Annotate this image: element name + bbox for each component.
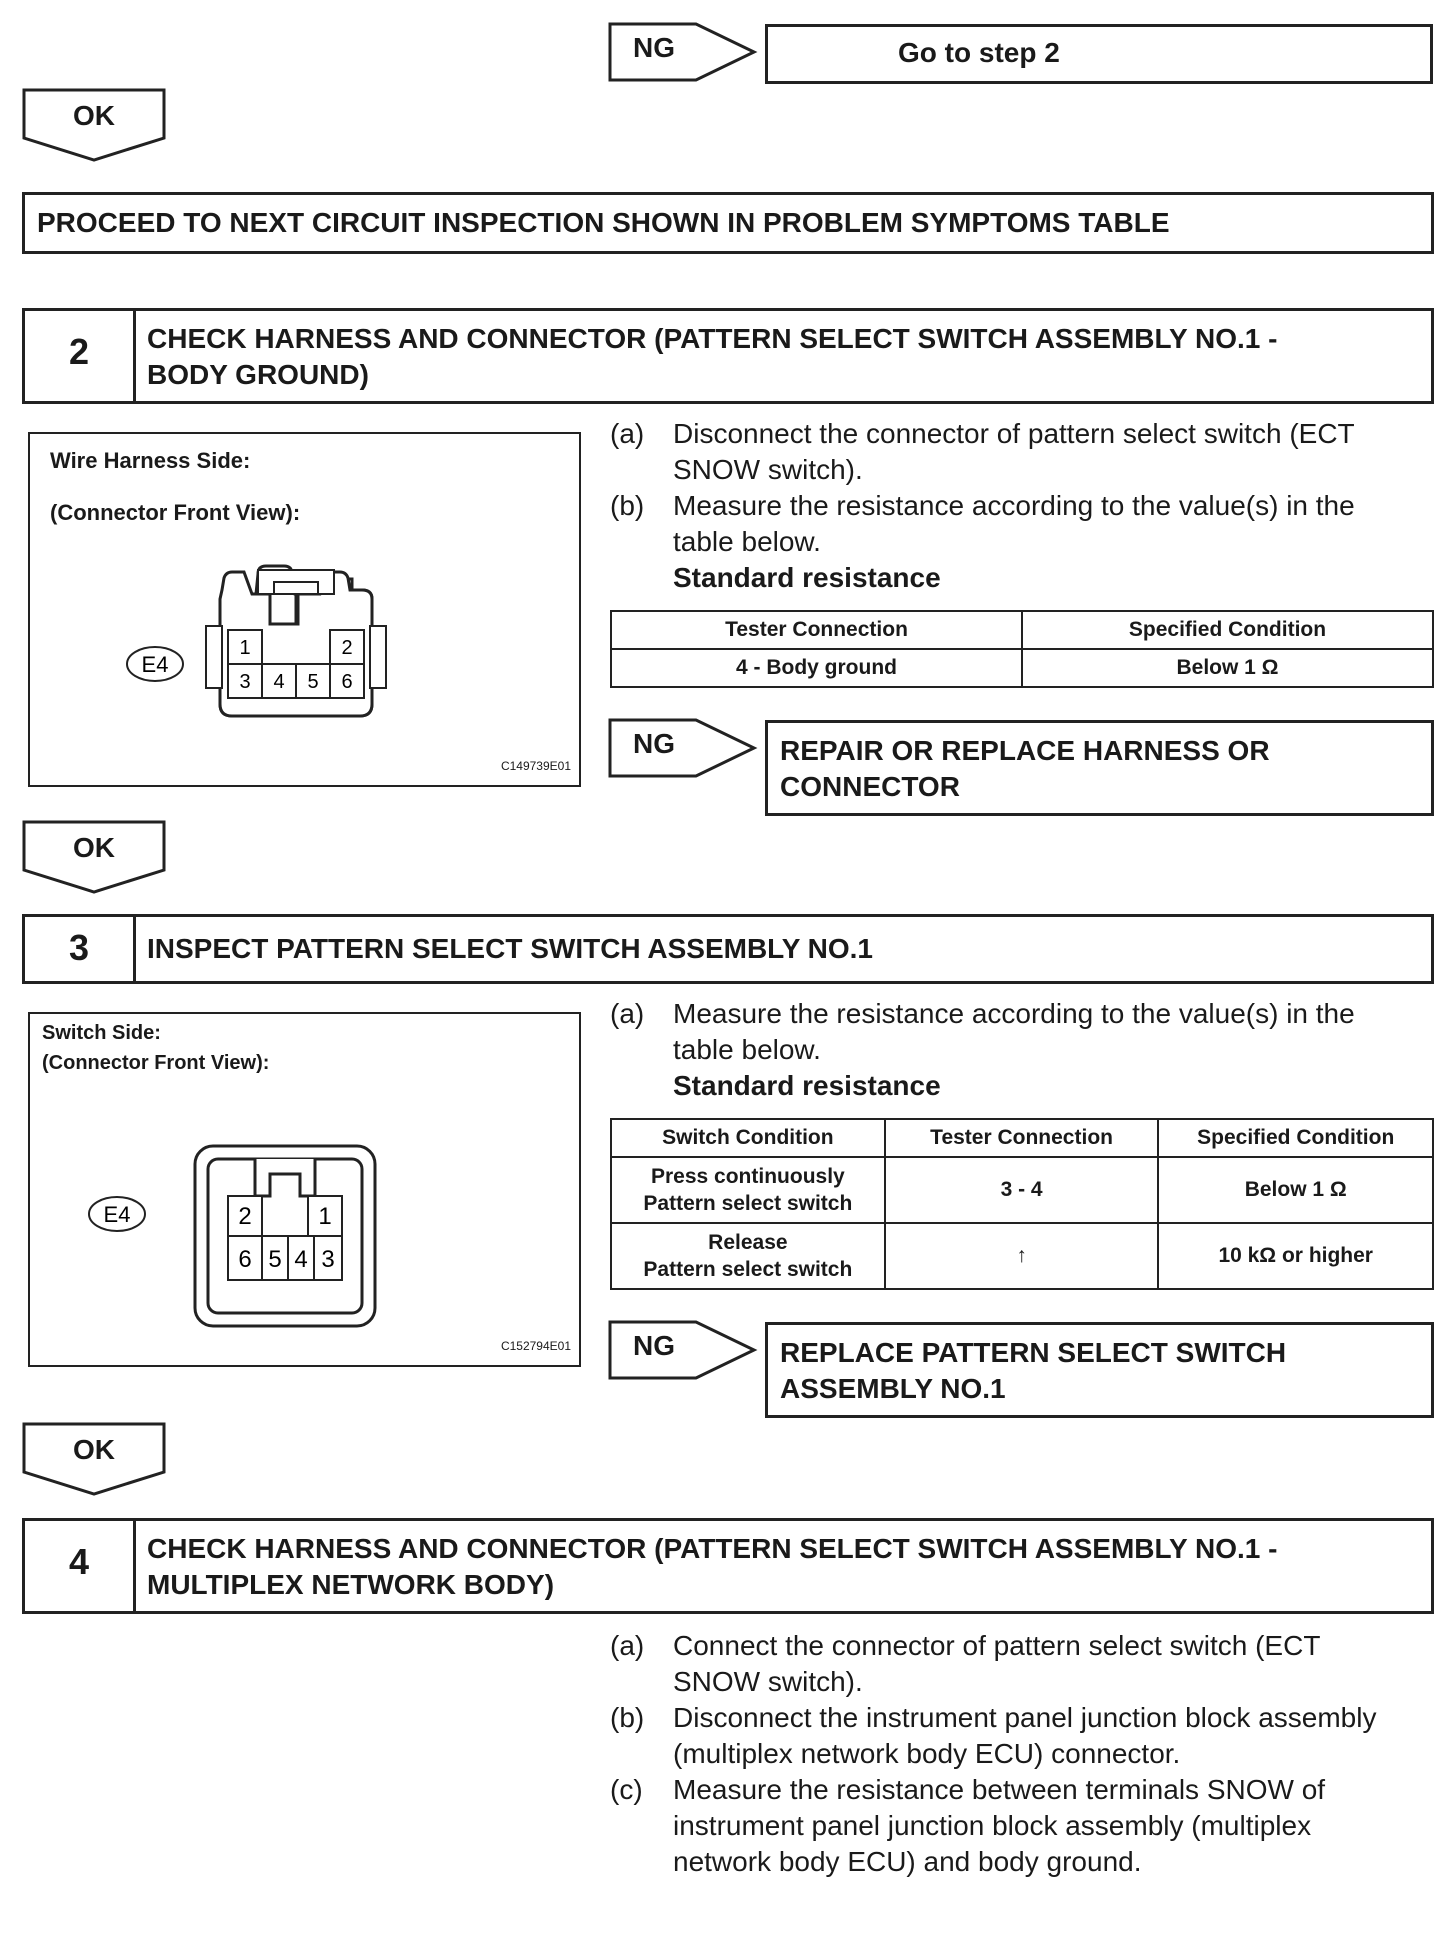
instruction-text: Measure the resistance between terminals SNOW of [673, 1774, 1326, 1805]
pin-label: 6 [341, 671, 353, 693]
repair-harness-box [765, 720, 1434, 816]
pin-label: 1 [239, 637, 251, 659]
step4-instruction-c [610, 1772, 1440, 1880]
instruction-text: network body ECU) and body ground. [673, 1846, 1142, 1877]
connector-diagram [30, 1014, 583, 1369]
connector-id: E4 [103, 1202, 131, 1227]
step4-title-line1: CHECK HARNESS AND CONNECTOR (PATTERN SELECT SWITCH ASSEMBLY NO.1 - [147, 1533, 1278, 1564]
ng-label: NG [633, 728, 675, 759]
step2-spec-table [610, 610, 1434, 688]
instruction-text: Disconnect the connector of pattern select switch (ECT [673, 418, 1355, 449]
ng-action-line2: ASSEMBLY NO.1 [780, 1373, 1006, 1404]
step4-number: 4 [68, 1541, 90, 1582]
pin-label: 4 [273, 671, 285, 693]
instruction-label: (c) [610, 1774, 643, 1805]
instruction-label: (a) [610, 998, 645, 1029]
step3-number: 3 [68, 927, 90, 968]
pin-label: 3 [239, 671, 251, 693]
replace-switch-box [765, 1322, 1434, 1418]
instruction-label: (a) [610, 1630, 645, 1661]
switch-condition-line2: Pattern select switch [643, 1192, 853, 1215]
table-cell: 4 - Body ground [611, 649, 1022, 687]
step4-header [22, 1518, 1434, 1614]
table-header: Tester Connection [885, 1119, 1159, 1157]
step3-spec-table [610, 1118, 1434, 1290]
ng-arrow [608, 1320, 758, 1380]
pin-label: 4 [294, 1246, 308, 1273]
goto-step-box[interactable] [765, 24, 1433, 84]
table-cell: Below 1 Ω [1158, 1157, 1433, 1223]
figure-label-view: (Connector Front View): [50, 500, 301, 525]
pin-label: 3 [321, 1246, 335, 1273]
proceed-box [22, 192, 1434, 254]
pin-label: 5 [268, 1246, 282, 1273]
step3-instruction-a [610, 996, 1440, 1068]
step4-title-line2: MULTIPLEX NETWORK BODY) [147, 1569, 555, 1600]
pin-label: 2 [341, 637, 353, 659]
instruction-label: (b) [610, 1702, 645, 1733]
instruction-text: table below. [673, 1034, 821, 1065]
step2-instruction-b [610, 488, 1440, 560]
ng-action-line2: CONNECTOR [780, 771, 960, 802]
instruction-text: SNOW switch). [673, 454, 863, 485]
figure-label-side: Switch Side: [42, 1022, 161, 1044]
ng-action-line1: REPLACE PATTERN SELECT SWITCH [780, 1337, 1287, 1368]
table-header: Switch Condition [611, 1119, 885, 1157]
ok-label: OK [73, 100, 115, 131]
instruction-text: Measure the resistance according to the value(s) in the [673, 490, 1355, 521]
table-cell: ↑ [885, 1223, 1159, 1289]
figure-label-side: Wire Harness Side: [50, 448, 251, 473]
step3-title: INSPECT PATTERN SELECT SWITCH ASSEMBLY NO.1 [147, 933, 874, 964]
instruction-text: Disconnect the instrument panel junction block assembly [673, 1702, 1377, 1733]
table-header: Specified Condition [1158, 1119, 1433, 1157]
step4-instruction-a [610, 1628, 1440, 1700]
ok-label: OK [73, 832, 115, 863]
figure-code: C149739E01 [500, 759, 571, 773]
step2-title-line2: BODY GROUND) [147, 359, 369, 390]
standard-resistance-label: Standard resistance [673, 562, 941, 593]
step3-figure [28, 1012, 581, 1367]
table-cell: 10 kΩ or higher [1158, 1223, 1433, 1289]
table-header: Tester Connection [611, 611, 1022, 649]
instruction-text: table below. [673, 526, 821, 557]
step2-number: 2 [68, 331, 90, 372]
step2-title-line1: CHECK HARNESS AND CONNECTOR (PATTERN SELECT SWITCH ASSEMBLY NO.1 - [147, 323, 1278, 354]
pin-label: 6 [238, 1246, 252, 1273]
switch-condition-line1: Press continuously [651, 1165, 845, 1188]
table-cell: Below 1 Ω [1022, 649, 1433, 687]
figure-label-view: (Connector Front View): [42, 1052, 270, 1074]
step2-header [22, 308, 1434, 404]
table-header: Specified Condition [1022, 611, 1433, 649]
ng-label: NG [633, 32, 675, 63]
step2-instruction-a [610, 416, 1440, 488]
step3-divider [133, 917, 136, 981]
pin-label: 1 [318, 1203, 332, 1230]
instruction-text: Connect the connector of pattern select switch (ECT [673, 1630, 1321, 1661]
ok-label: OK [73, 1434, 115, 1465]
instruction-text: SNOW switch). [673, 1666, 863, 1697]
connector-id: E4 [141, 652, 169, 677]
ng-label: NG [633, 1330, 675, 1361]
ng-arrow [608, 718, 758, 778]
instruction-text: Measure the resistance according to the value(s) in the [673, 998, 1355, 1029]
table-cell [611, 1223, 885, 1289]
step4-divider [133, 1521, 136, 1611]
figure-code: C152794E01 [500, 1339, 571, 1353]
step4-instruction-b [610, 1700, 1440, 1772]
table-cell: 3 - 4 [885, 1157, 1159, 1223]
ng-arrow [608, 22, 758, 82]
switch-condition-line2: Pattern select switch [643, 1258, 853, 1281]
proceed-text: PROCEED TO NEXT CIRCUIT INSPECTION SHOWN IN PROBLEM SYMPTOMS TABLE [37, 207, 1170, 238]
connector-diagram [30, 434, 583, 789]
instruction-text: (multiplex network body ECU) connector. [673, 1738, 1181, 1769]
standard-resistance-label: Standard resistance [673, 1070, 941, 1101]
ng-action-line1: REPAIR OR REPLACE HARNESS OR [780, 735, 1270, 766]
instruction-text: instrument panel junction block assembly (multiplex [673, 1810, 1312, 1841]
pin-label: 2 [238, 1203, 252, 1230]
step2-divider [133, 311, 136, 401]
step3-header [22, 914, 1434, 984]
pin-label: 5 [307, 671, 319, 693]
goto-step-text: Go to step 2 [898, 37, 1060, 68]
instruction-label: (a) [610, 418, 645, 449]
switch-condition-line1: Release [708, 1231, 788, 1254]
step2-figure [28, 432, 581, 787]
table-cell [611, 1157, 885, 1223]
instruction-label: (b) [610, 490, 645, 521]
